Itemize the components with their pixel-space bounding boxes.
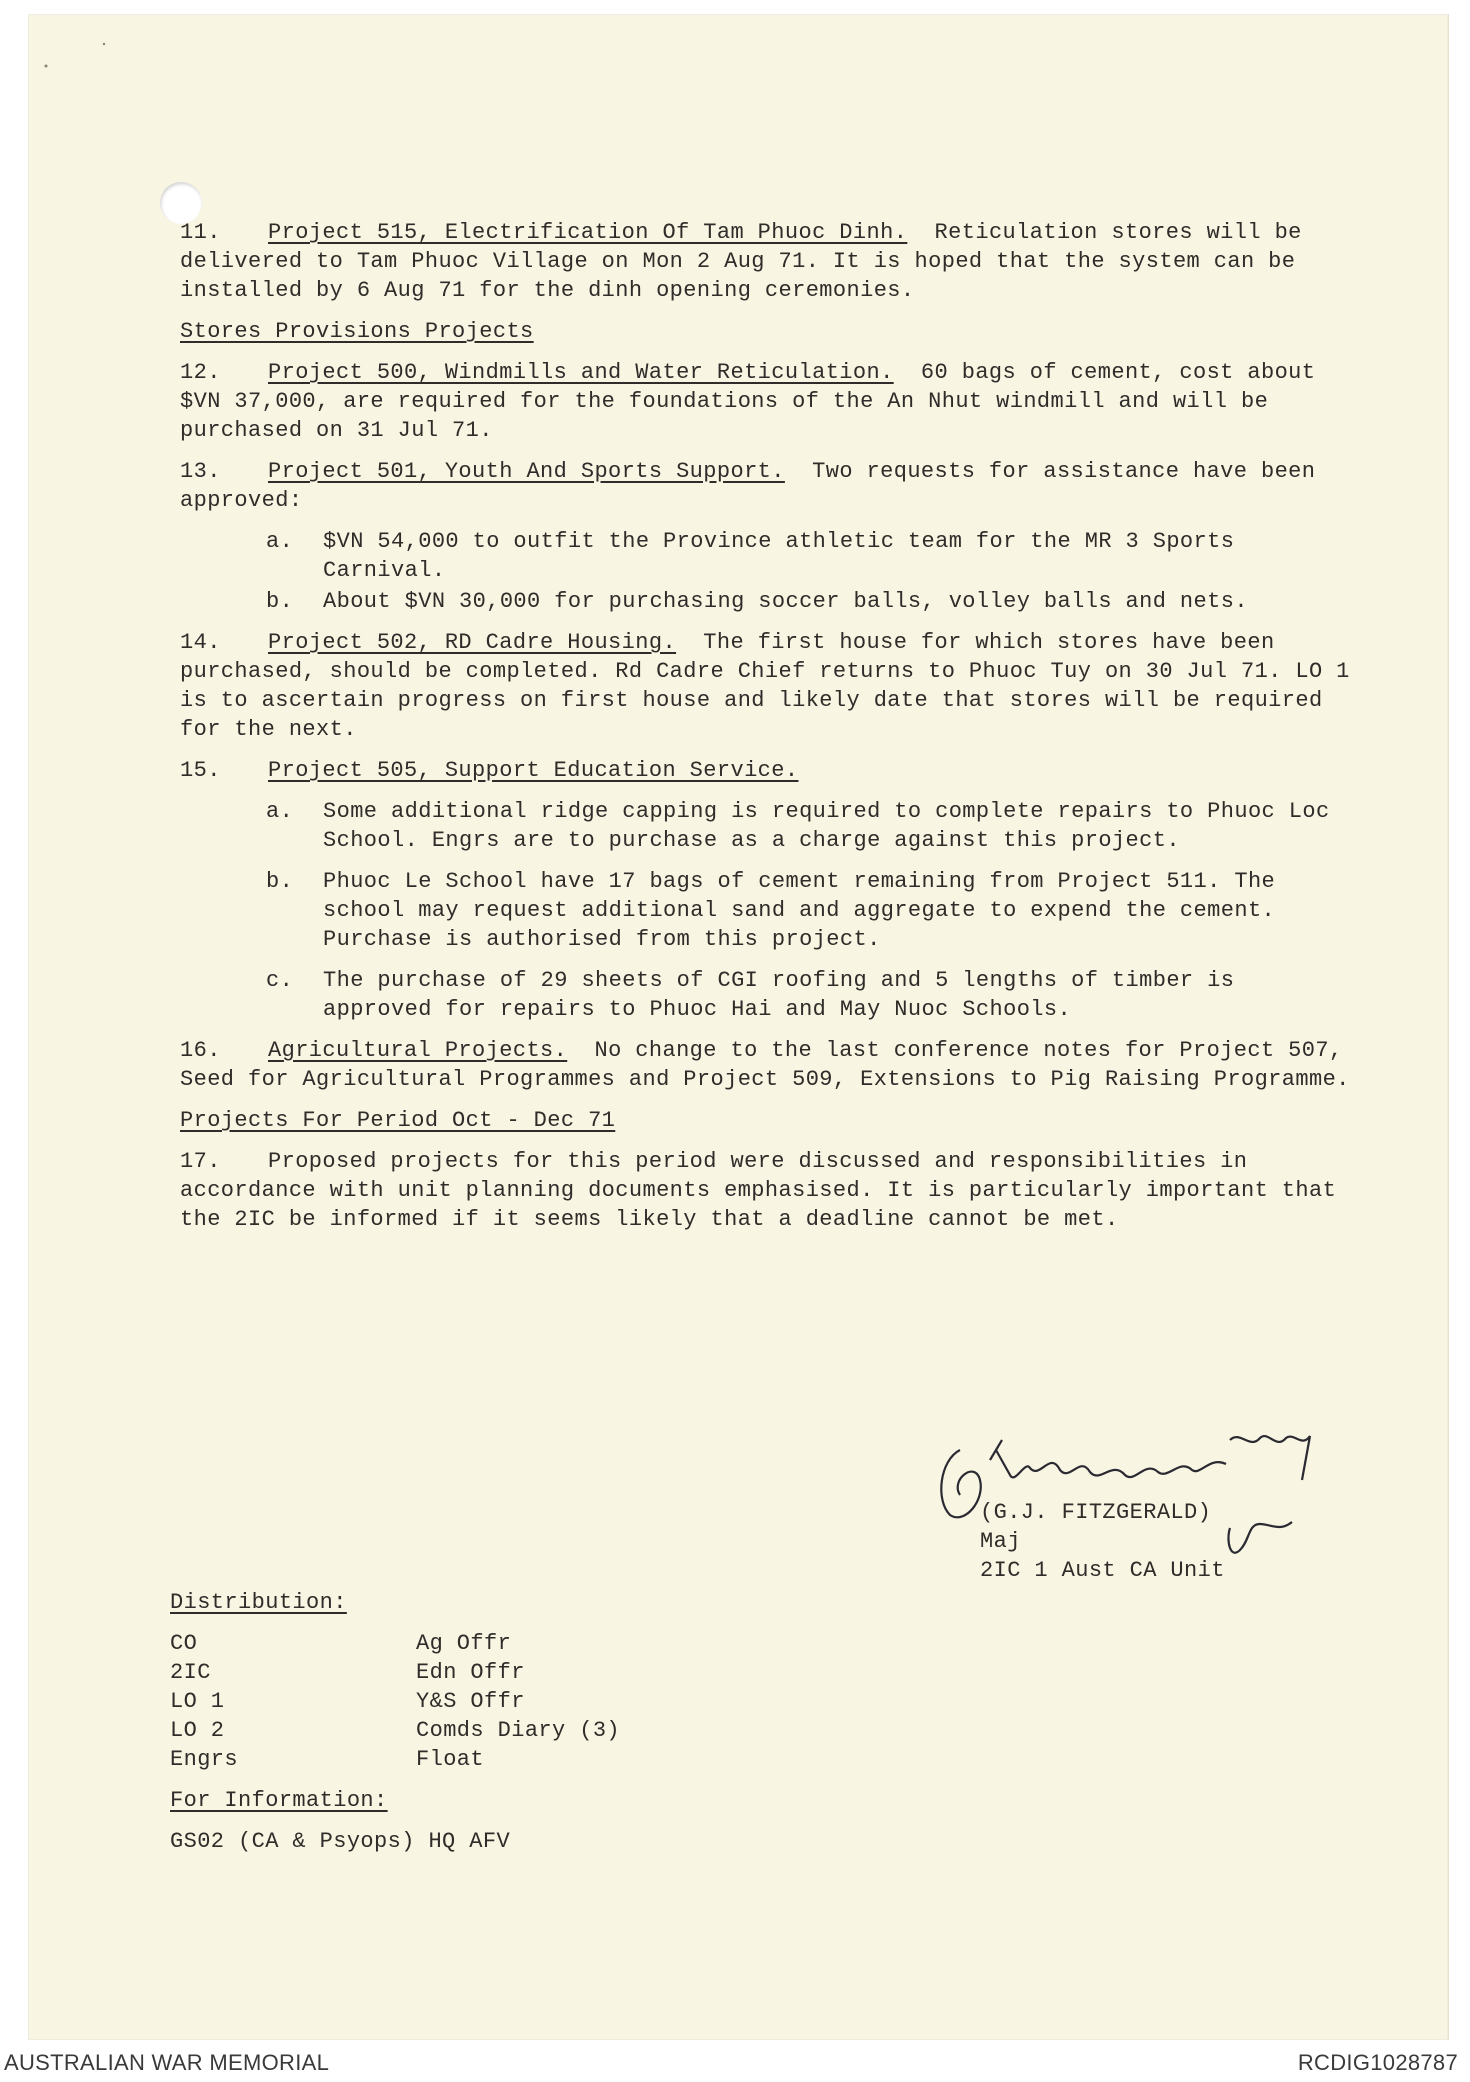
for-information-recipient: GS02 (CA & Psyops) HQ AFV [170,1829,511,1854]
sub-item-text: $VN 54,000 to outfit the Province athletic team for the MR 3 Sports Carnival. [323,529,1235,583]
paragraph-title: Agricultural Projects. [268,1038,568,1063]
distribution-block [170,1588,620,1856]
sub-item [180,527,1350,585]
paper-specks [28,14,228,94]
paragraph-text: Two requests for assistance have been approved: [180,459,1316,513]
sub-item-text: Phuoc Le School have 17 bags of cement remaining from Project 511. The school may request additional sand and aggregate to expend the cement. Purchase is authorised from this project. [323,869,1276,952]
signatory-appointment: 2IC 1 Aust CA Unit [980,1558,1225,1583]
distribution-column-2 [416,1629,620,1774]
sub-item-letter: a. [266,799,294,824]
paragraph-text: 60 bags of cement, cost about $VN 37,000, are required for the foundations of the An Nhut windmill and will be purchased on 31 Jul 71. [180,360,1316,443]
sub-item-letter: b. [266,869,294,894]
section-heading-period: Projects For Period Oct - Dec 71 [180,1108,616,1133]
list-item: Edn Offr [416,1660,525,1685]
paragraph-number: 14. [180,630,221,655]
archive-name: AUSTRALIAN WAR MEMORIAL [4,2050,330,2075]
document-body [180,218,1350,1246]
paragraph-title: Project 505, Support Education Service. [268,758,799,783]
paragraph-number: 17. [180,1149,221,1174]
paragraph-title: Project 502, RD Cadre Housing. [268,630,677,655]
paragraph-16 [180,1036,1350,1094]
paragraph-14 [180,628,1350,744]
paragraph-number: 11. [180,220,221,245]
paragraph-text: Reticulation stores will be delivered to Tam Phuoc Village on Mon 2 Aug 71. It is hoped that the system can be installed by 6 Aug 71 for the dinh opening ceremonies. [180,220,1302,303]
list-item: CO [170,1631,198,1656]
list-item: Comds Diary (3) [416,1718,621,1743]
sub-item-letter: a. [266,529,294,554]
paragraph-title: Project 500, Windmills and Water Reticulation. [268,360,894,385]
paragraph-text: The first house for which stores have been purchased, should be completed. Rd Cadre Chief returns to Phuoc Tuy on 30 Jul 71. LO 1 is to ascertain progress on first house and likely date that stores will be required for the next. [180,630,1350,742]
sub-item [180,867,1350,954]
for-information-title: For Information: [170,1788,388,1813]
sub-item [180,797,1350,855]
sub-item [180,587,1350,616]
paragraph-number: 16. [180,1038,221,1063]
paragraph-text: No change to the last conference notes for Project 507, Seed for Agricultural Programmes and Project 509, Extensions to Pig Raising Programme. [180,1038,1350,1092]
paragraph-number: 15. [180,758,221,783]
distribution-column-1 [170,1629,416,1774]
sub-item-text: The purchase of 29 sheets of CGI roofing and 5 lengths of timber is approved for repairs to Phuoc Hai and May Nuoc Schools. [323,968,1235,1022]
paragraph-title: Project 515, Electrification Of Tam Phuoc Dinh. [268,220,908,245]
sub-item [180,966,1350,1024]
paragraph-15 [180,756,1350,785]
distribution-title: Distribution: [170,1590,347,1615]
paragraph-12 [180,358,1350,445]
paragraph-17 [180,1147,1350,1234]
sub-item-text: Some additional ridge capping is required to complete repairs to Phuoc Loc School. Engrs are to purchase as a charge against this project. [323,799,1330,853]
list-item: Ag Offr [416,1631,512,1656]
sub-item-letter: b. [266,589,294,614]
signature-block [980,1498,1225,1585]
paragraph-text: Proposed projects for this period were discussed and responsibilities in accordance with unit planning documents emphasised. It is particularly important that the 2IC be informed if it seems likely that a deadline cannot be met. [180,1149,1337,1232]
list-item: Float [416,1747,485,1772]
paragraph-13 [180,457,1350,515]
signatory-rank: Maj [980,1529,1021,1554]
sub-item-text: About $VN 30,000 for purchasing soccer balls, volley balls and nets. [323,589,1248,614]
paragraph-title: Project 501, Youth And Sports Support. [268,459,785,484]
list-item: Y&S Offr [416,1689,525,1714]
section-heading-stores: Stores Provisions Projects [180,319,534,344]
distribution-list [170,1629,620,1774]
list-item: 2IC [170,1660,211,1685]
list-item: LO 1 [170,1689,225,1714]
list-item: LO 2 [170,1718,225,1743]
list-item: Engrs [170,1747,239,1772]
archive-footer [0,2042,1470,2082]
paragraph-number: 13. [180,459,221,484]
paragraph-11 [180,218,1350,305]
paragraph-number: 12. [180,360,221,385]
archive-id: RCDIG1028787 [1297,2050,1458,2075]
signatory-name: (G.J. FITZGERALD) [980,1500,1212,1525]
sub-item-letter: c. [266,968,294,993]
